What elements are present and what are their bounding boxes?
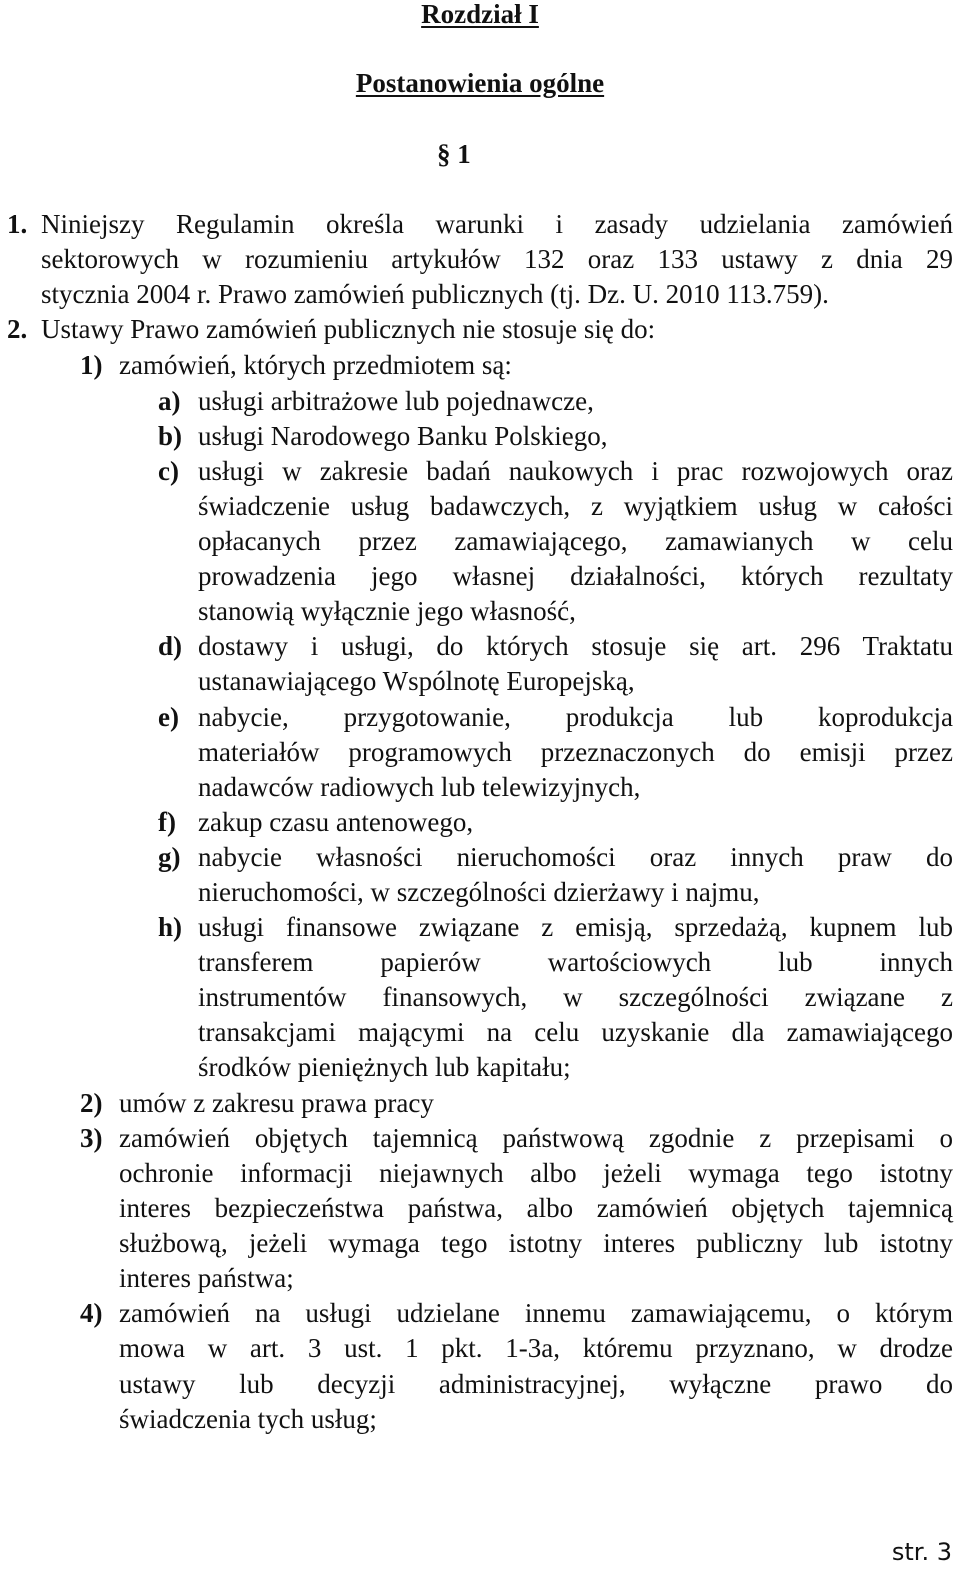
sub-item-line: usługi arbitrażowe lub pojednawcze, <box>198 386 594 416</box>
list-marker: 3) <box>80 1123 103 1153</box>
sub-item-line: ustanawiającego Wspólnotę Europejską, <box>198 666 635 696</box>
sub-marker: g) <box>158 842 181 872</box>
para-2-marker: 2. <box>7 314 28 344</box>
list-marker: 2) <box>80 1088 103 1118</box>
list-marker: 1) <box>80 350 103 380</box>
sub-item-line: nabycie, przygotowanie, produkcja lub koprodukcja <box>198 702 953 732</box>
sub-marker: a) <box>158 386 181 416</box>
para-1-marker: 1. <box>7 209 28 239</box>
para-1-line: sektorowych w rozumieniu artykułów 132 oraz 133 ustawy z dnia 29 <box>41 244 953 274</box>
list-item-line: umów z zakresu prawa pracy <box>119 1088 434 1118</box>
list-item-line: ustawy lub decyzji administracyjnej, wyłączne prawo do <box>119 1369 953 1399</box>
list-item-line: zamówień na usługi udzielane innemu zamawiającemu, o którym <box>119 1298 953 1328</box>
list-item-line: zamówień, których przedmiotem są: <box>119 350 512 380</box>
list-item-line: interes państwa; <box>119 1263 294 1293</box>
sub-item-line: usługi w zakresie badań naukowych i prac rozwojowych oraz <box>198 456 953 486</box>
para-1-line: stycznia 2004 r. Prawo zamówień publicznych (tj. Dz. U. 2010 113.759). <box>41 279 829 309</box>
list-item-line: ochronie informacji niejawnych albo jeżeli wymaga tego istotny <box>119 1158 953 1188</box>
sub-item-line: dostawy i usługi, do których stosuje się art. 296 Traktatu <box>198 631 953 661</box>
sub-item-line: usługi finansowe związane z emisją, sprzedażą, kupnem lub <box>198 912 953 942</box>
sub-item-line: nabycie własności nieruchomości oraz innych praw do <box>198 842 953 872</box>
chapter-title: Postanowienia ogólne <box>355 68 605 98</box>
sub-item-line: zakup czasu antenowego, <box>198 807 474 837</box>
sub-item-line: materiałów programowych przeznaczonych do emisji przez <box>198 737 953 767</box>
section-heading: § 1 <box>437 139 471 169</box>
para-1-line: Niniejszy Regulamin określa warunki i zasady udzielania zamówień <box>41 209 953 239</box>
sub-item-line: transferem papierów wartościowych lub innych <box>198 947 953 977</box>
sub-item-line: instrumentów finansowych, w szczególności związane z <box>198 982 953 1012</box>
sub-item-line: świadczenie usług badawczych, z wyjątkiem usług w całości <box>198 491 953 521</box>
list-item-line: zamówień objętych tajemnicą państwową zgodnie z przepisami o <box>119 1123 953 1153</box>
list-item-line: służbową, jeżeli wymaga tego istotny interes publiczny lub istotny <box>119 1228 953 1258</box>
sub-item-line: stanowią wyłącznie jego własność, <box>198 596 576 626</box>
sub-marker: c) <box>158 456 179 486</box>
sub-item-line: opłacanych przez zamawiającego, zamawianych w celu <box>198 526 953 556</box>
para-2-intro: Ustawy Prawo zamówień publicznych nie stosuje się do: <box>41 314 656 344</box>
chapter-heading: Rozdział I <box>421 0 539 29</box>
sub-item-line: usługi Narodowego Banku Polskiego, <box>198 421 608 451</box>
list-item-line: mowa w art. 3 ust. 1 pkt. 1-3a, któremu przyznano, w drodze <box>119 1333 953 1363</box>
page-number: str. 3 <box>891 1538 952 1566</box>
sub-marker: b) <box>158 421 183 451</box>
sub-marker: e) <box>158 702 179 732</box>
sub-item-line: środków pieniężnych lub kapitału; <box>198 1052 571 1082</box>
list-item-line: świadczenia tych usług; <box>119 1404 377 1434</box>
sub-item-line: prowadzenia jego własnej działalności, których rezultaty <box>198 561 953 591</box>
sub-marker: h) <box>158 912 183 942</box>
sub-marker: f) <box>158 807 176 837</box>
sub-marker: d) <box>158 631 183 661</box>
sub-item-line: nadawców radiowych lub telewizyjnych, <box>198 772 641 802</box>
sub-item-line: nieruchomości, w szczególności dzierżawy i najmu, <box>198 877 760 907</box>
list-marker: 4) <box>80 1298 103 1328</box>
sub-item-line: transakcjami mającymi na celu uzyskanie dla zamawiającego <box>198 1017 953 1047</box>
list-item-line: interes bezpieczeństwa państwa, albo zamówień objętych tajemnicą <box>119 1193 953 1223</box>
